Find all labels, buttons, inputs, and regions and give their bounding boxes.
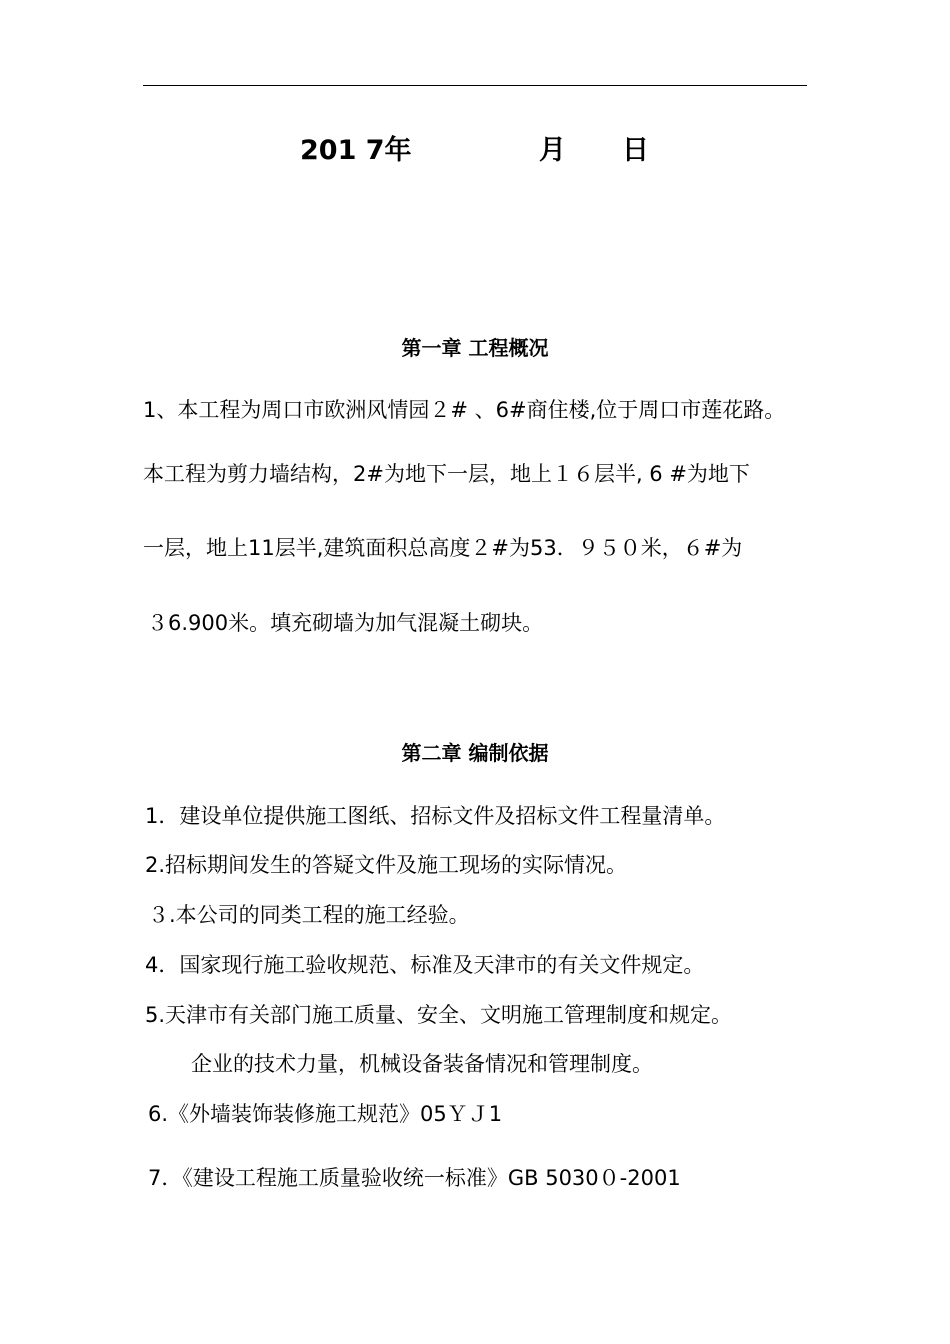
chapter-2-item-7: 7．《建设工程施工质量验收统一标准》GB 5030０-2001 <box>148 1166 681 1190</box>
date-month: 月 <box>539 135 566 166</box>
chapter-1-line-4: ３6.900米。填充砌墙为加气混凝土砌块。 <box>147 611 544 635</box>
chapter-2-item-1: 1．建设单位提供施工图纸、招标文件及招标文件工程量清单。 <box>145 804 726 828</box>
chapter-2-item-4: 4．国家现行施工验收规范、标准及天津市的有关文件规定。 <box>145 953 705 977</box>
chapter-1-line-1: 1、本工程为周口市欧洲风情园２# 、6#商住楼,位于周口市莲花路。 <box>143 398 786 422</box>
chapter-2-item-6: 6.《外墙装饰装修施工规范》05ＹＪ1 <box>148 1102 503 1126</box>
chapter-1-title: 第一章 工程概况 <box>401 336 549 360</box>
chapter-1-line-2: 本工程为剪力墙结构，2#为地下一层，地上１６层半, 6 #为地下 <box>143 462 750 486</box>
chapter-2-title: 第二章 编制依据 <box>401 741 549 765</box>
chapter-1-line-3: 一层，地上11层半,建筑面积总高度２#为53．９５０米，６#为 <box>143 536 743 560</box>
chapter-2-item-5-continued: 企业的技术力量，机械设备装备情况和管理制度。 <box>191 1052 653 1076</box>
top-rule <box>143 85 807 86</box>
chapter-2-item-2: 2.招标期间发生的答疑文件及施工现场的实际情况。 <box>145 853 628 877</box>
chapter-2-item-5: 5.天津市有关部门施工质量、安全、文明施工管理制度和规定。 <box>145 1003 733 1027</box>
date-year: 201 7年 <box>300 135 412 166</box>
date-day: 日 <box>622 135 649 166</box>
chapter-2-item-3: ３.本公司的同类工程的施工经验。 <box>148 903 470 927</box>
date-line <box>0 128 950 172</box>
